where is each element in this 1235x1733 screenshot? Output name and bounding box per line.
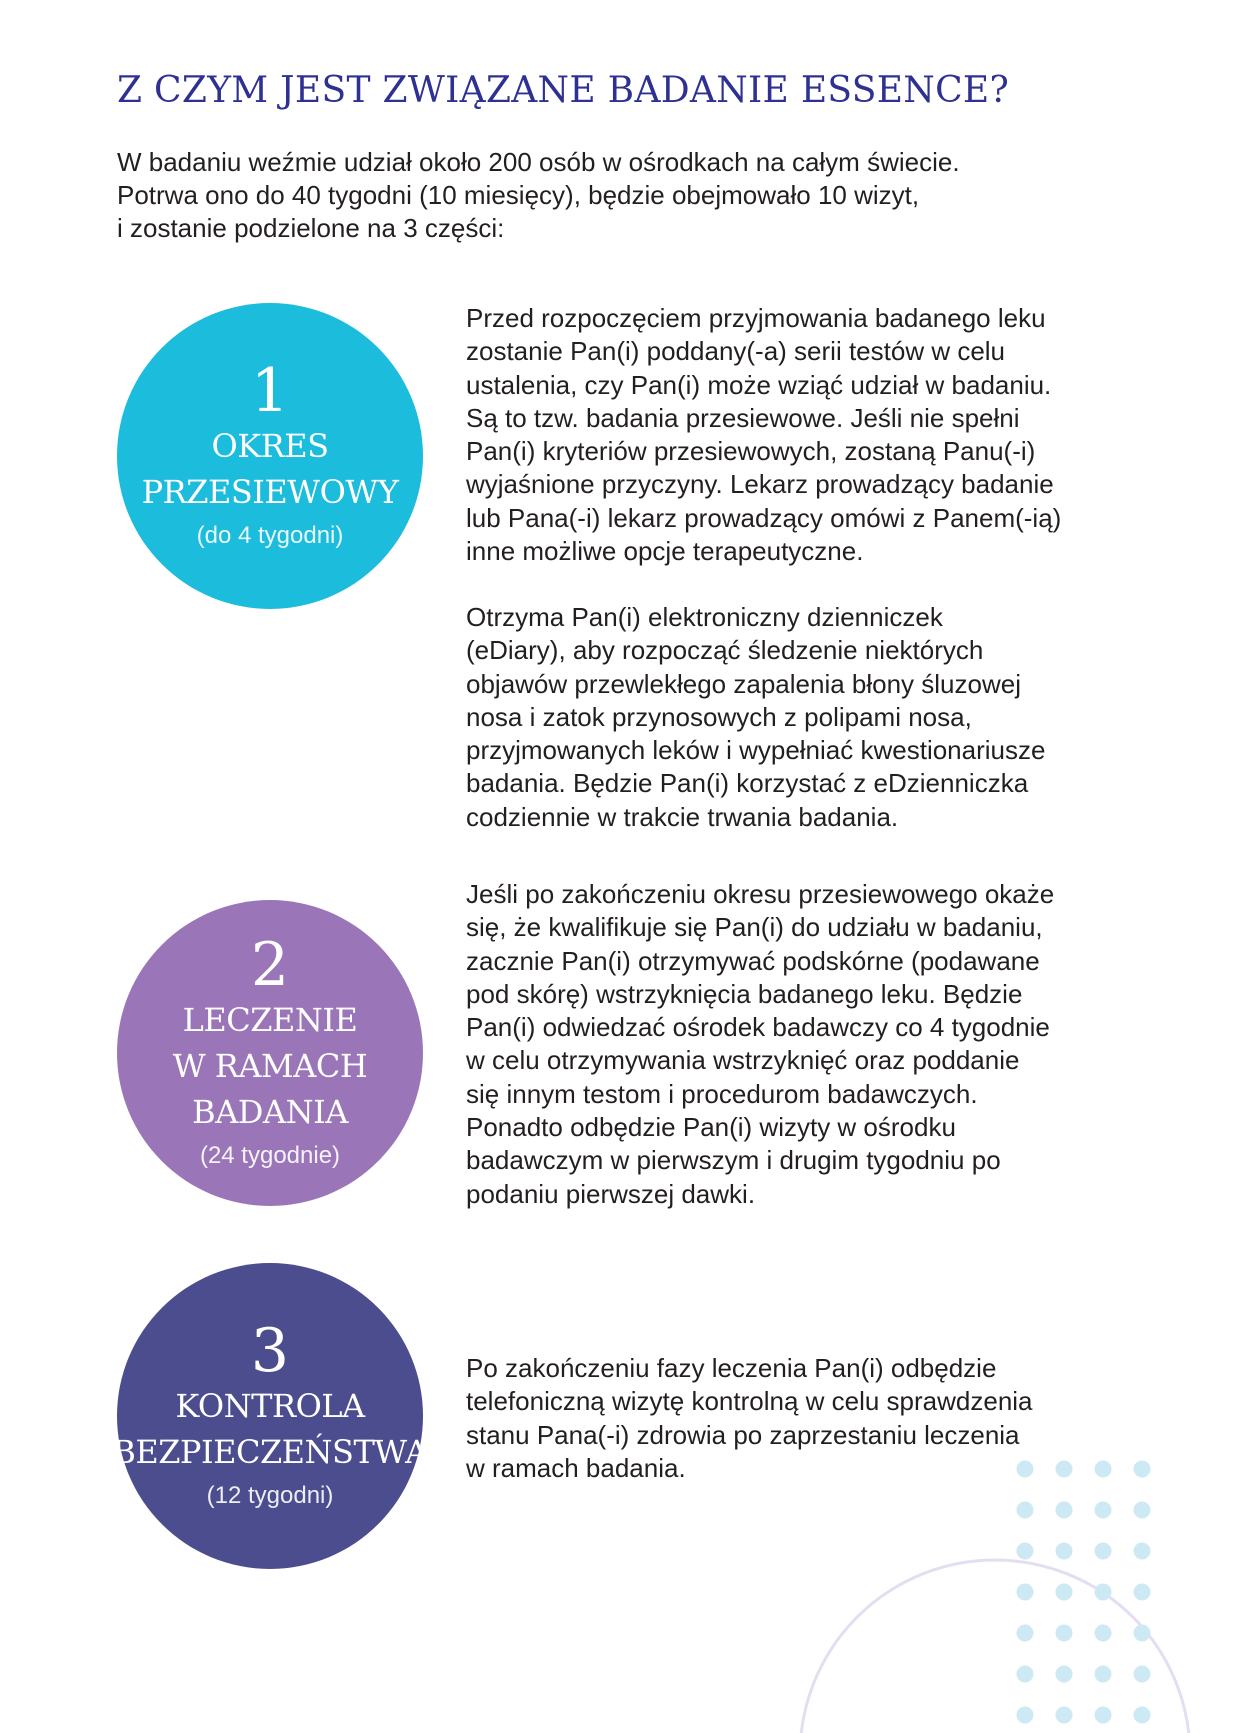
paragraph-line: stanu Pana(-i) zdrowia po zaprzestaniu leczenia (466, 1419, 1020, 1450)
paragraph-line: telefoniczną wizytę kontrolną w celu sprawdzenia (466, 1386, 1033, 1417)
paragraph-line: Po zakończeniu fazy leczenia Pan(i) odbędzie (466, 1353, 997, 1383)
paragraph-line: się innym testom i procedurom badawczych. (466, 1078, 978, 1109)
paragraph-line: Pan(i) kryteriów przesiewowych, zostaną Panu(-i) (466, 436, 1036, 467)
decorative-dot-grid (1005, 1449, 1205, 1733)
decorative-dot (1017, 1625, 1034, 1642)
page-title: Z CZYM JEST ZWIĄZANE BADANIE ESSENCE? (117, 70, 1010, 111)
paragraph-line: przyjmowanych leków i wypełniać kwestionariusze (466, 735, 1046, 766)
paragraph-line: się, że kwalifikuje się Pan(i) do udziału w badaniu, (466, 912, 1043, 943)
decorative-dot (1056, 1461, 1073, 1478)
decorative-dot (1134, 1461, 1151, 1478)
paragraph-line: objawów przewlekłego zapalenia błony śluzowej (466, 668, 1021, 699)
stage-1-name-line: PRZESIEWOWY (141, 473, 399, 511)
decorative-dot (1095, 1625, 1112, 1642)
decorative-dot (1056, 1502, 1073, 1519)
decorative-dot (1134, 1707, 1151, 1724)
paragraph-line: Przed rozpoczęciem przyjmowania badanego leku (466, 303, 1046, 333)
paragraph-line: Jeśli po zakończeniu okresu przesiewowego okaże (466, 879, 1055, 909)
paragraph-line: w celu otrzymywania wstrzyknięć oraz poddanie (466, 1045, 1020, 1076)
stage-3-description (466, 1352, 1033, 1485)
paragraph-line: badawczym w pierwszym i drugim tygodniu po (466, 1145, 1001, 1176)
stage-2-name-line: W RAMACH (172, 1047, 368, 1085)
decorative-dot (1017, 1461, 1034, 1478)
stage-2-circle (117, 900, 423, 1206)
paragraph-line: zostanie Pan(i) poddany(-a) serii testów w celu (466, 336, 1006, 367)
decorative-dot (1017, 1666, 1034, 1683)
intro-line: W badaniu weźmie udział około 200 osób w ośrodkach na całym świecie. (117, 147, 960, 177)
stage-2-name-line: LECZENIE (182, 1001, 358, 1039)
stage-3-circle (112, 1263, 428, 1569)
decorative-dot (1056, 1666, 1073, 1683)
paragraph-line: wyjaśnione przyczyny. Lekarz prowadzący badanie (466, 469, 1054, 500)
decorative-dot (1095, 1666, 1112, 1683)
intro-line: i zostanie podzielone na 3 części: (117, 213, 505, 243)
decorative-dot (1056, 1543, 1073, 1560)
decorative-dot (1095, 1543, 1112, 1560)
stage-1-description (466, 302, 1061, 568)
decorative-dot (1056, 1625, 1073, 1642)
decorative-dot (1056, 1707, 1073, 1724)
paragraph-line: lub Pana(-i) lekarz prowadzący omówi z Panem(-ią) (466, 502, 1062, 533)
stage-3-name-line: BEZPIECZEŃSTWA (112, 1433, 428, 1471)
stage-2-number: 2 (250, 930, 290, 1000)
paragraph-line: w ramach badania. (466, 1452, 686, 1483)
paragraph-line: codziennie w trakcie trwania badania. (466, 801, 899, 832)
decorative-dot (1017, 1584, 1034, 1601)
decorative-dot (1095, 1502, 1112, 1519)
decorative-dot (1095, 1584, 1112, 1601)
paragraph-line: badania. Będzie Pan(i) korzystać z eDzienniczka (466, 768, 1029, 799)
decorative-dot (1017, 1543, 1034, 1560)
stage-3-name-line: KONTROLA (175, 1387, 365, 1425)
decorative-dot (1095, 1707, 1112, 1724)
stage-1-number: 1 (250, 356, 290, 426)
stage-2-description (466, 878, 1054, 1211)
paragraph-line: Ponadto odbędzie Pan(i) wizyty w ośrodku (466, 1112, 956, 1143)
decorative-dot (1017, 1707, 1034, 1724)
stage-1-name (142, 423, 399, 515)
stage-2-name (173, 997, 368, 1135)
stage-3-name (112, 1383, 427, 1475)
decorative-dot (1134, 1502, 1151, 1519)
intro-text (117, 146, 1117, 245)
decorative-dot (1134, 1666, 1151, 1683)
paragraph-line: pod skórę) wstrzyknięcia badanego leku. Będzie (466, 978, 1023, 1009)
decorative-dot (1134, 1584, 1151, 1601)
paragraph-line: inne możliwe opcje terapeutyczne. (466, 536, 864, 567)
stage-2-name-line: BADANIA (192, 1093, 348, 1131)
stage-2-duration: (24 tygodnie) (199, 1142, 341, 1169)
paragraph-line: zacznie Pan(i) otrzymywać podskórne (podawane (466, 945, 1040, 976)
stage-3-duration: (12 tygodni) (206, 1482, 334, 1509)
paragraph-line: Pan(i) odwiedzać ośrodek badawczy co 4 tygodnie (466, 1012, 1050, 1043)
stage-1-name-line: OKRES (211, 427, 329, 465)
decorative-dot (1017, 1502, 1034, 1519)
paragraph-line: Są to tzw. badania przesiewowe. Jeśli nie spełni (466, 402, 1020, 433)
stage-1-circle (117, 303, 423, 609)
stage-1-ediary-description (466, 601, 1045, 834)
paragraph-line: Otrzyma Pan(i) elektroniczny dzienniczek (466, 602, 943, 632)
paragraph-line: nosa i zatok przynosowych z polipami nosa, (466, 701, 972, 732)
intro-line: Potrwa ono do 40 tygodni (10 miesięcy), będzie obejmowało 10 wizyt, (117, 180, 920, 210)
stage-1-duration: (do 4 tygodni) (196, 522, 344, 549)
stage-3-number: 3 (250, 1316, 290, 1386)
paragraph-line: ustalenia, czy Pan(i) może wziąć udział w badaniu. (466, 369, 1052, 400)
decorative-dot (1134, 1625, 1151, 1642)
paragraph-line: podaniu pierwszej dawki. (466, 1178, 756, 1209)
paragraph-line: (eDiary), aby rozpocząć śledzenie niektórych (466, 635, 984, 666)
decorative-dot (1095, 1461, 1112, 1478)
decorative-dot (1134, 1543, 1151, 1560)
decorative-dot (1056, 1584, 1073, 1601)
